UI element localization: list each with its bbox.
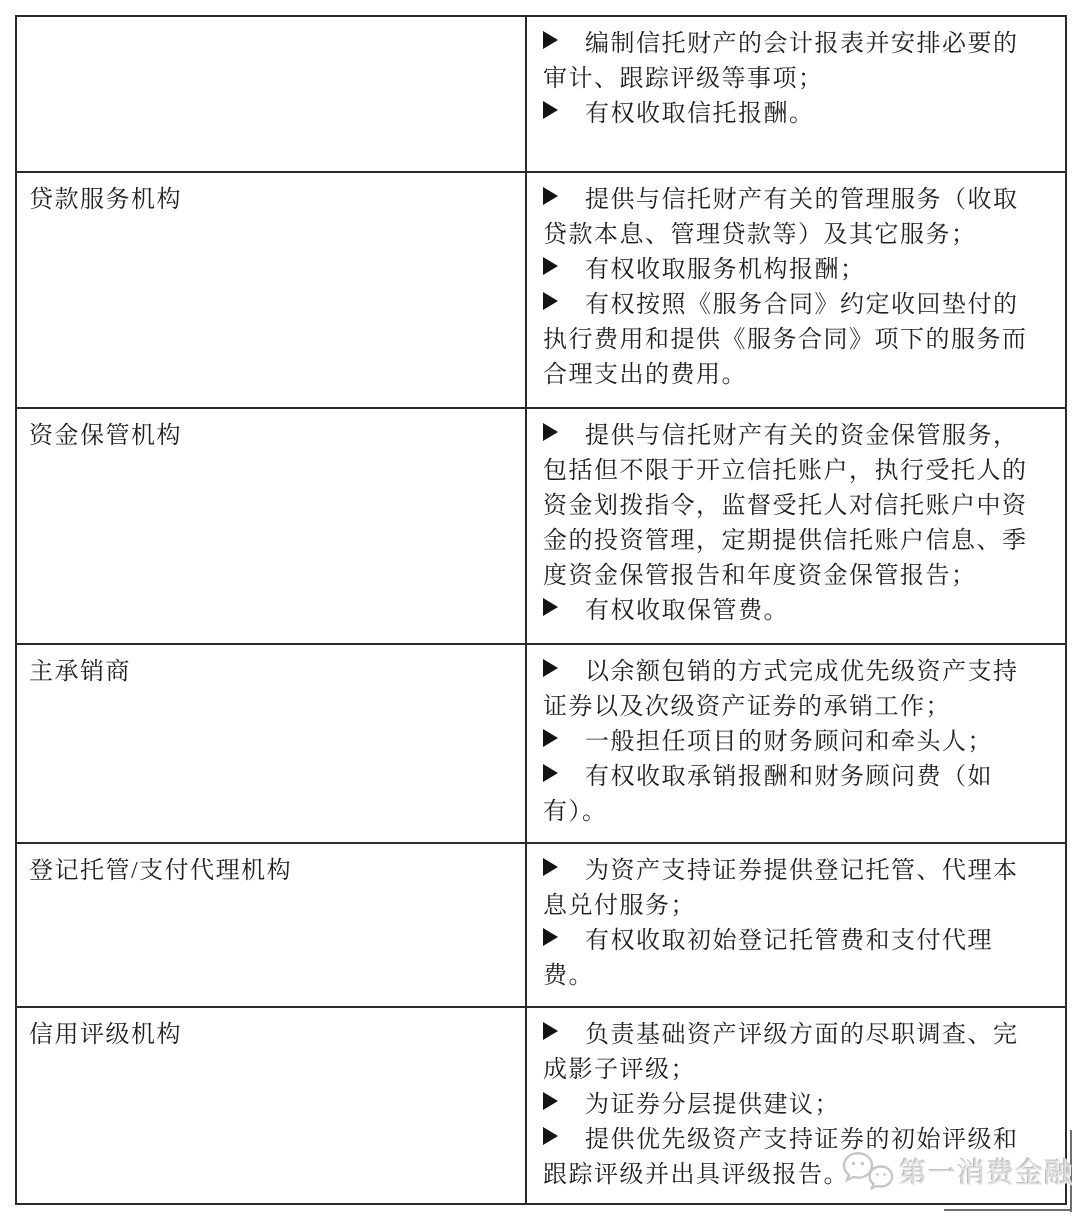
duties-cell	[526, 16, 1066, 172]
arrowhead-right-icon	[543, 1022, 558, 1040]
duty-text: 提供优先级资产支持证券的初始评级和跟踪评级并出具评级报告。	[543, 1127, 1019, 1188]
duty-text: 有权收取信托报酬。	[585, 101, 815, 127]
role-cell	[16, 1007, 526, 1204]
table-body	[16, 16, 1066, 1204]
table-row	[16, 172, 1066, 408]
duty-text: 编制信托财产的会计报表并安排必要的审计、跟踪评级等事项；	[543, 31, 1019, 92]
duties-cell	[526, 408, 1066, 644]
role-cell	[16, 644, 526, 843]
role-text: 资金保管机构	[29, 423, 182, 449]
duty-item	[543, 854, 1041, 924]
arrowhead-right-icon	[543, 423, 558, 441]
table-row	[16, 843, 1066, 1007]
arrowhead-right-icon	[543, 858, 558, 876]
scan-artifact-horizontal-line	[944, 1209, 1072, 1211]
arrowhead-right-icon	[543, 101, 558, 119]
duty-text: 有权收取服务机构报酬；	[585, 257, 866, 283]
arrowhead-right-icon	[543, 257, 558, 275]
duties-cell	[526, 843, 1066, 1007]
role-text: 信用评级机构	[29, 1022, 182, 1048]
duty-text: 为资产支持证券提供登记托管、代理本息兑付服务；	[543, 858, 1019, 919]
duty-item	[543, 288, 1041, 393]
duty-item	[543, 183, 1041, 253]
arrowhead-right-icon	[543, 1127, 558, 1145]
duties-cell	[526, 644, 1066, 843]
role-cell	[16, 172, 526, 408]
duty-item	[543, 760, 1041, 830]
table-row	[16, 16, 1066, 172]
role-text: 主承销商	[29, 659, 131, 685]
role-cell	[16, 16, 526, 172]
arrowhead-right-icon	[543, 187, 558, 205]
role-text: 登记托管/支付代理机构	[29, 858, 293, 884]
duty-text: 负责基础资产评级方面的尽职调查、完成影子评级；	[543, 1022, 1019, 1083]
table-row	[16, 1007, 1066, 1204]
arrowhead-right-icon	[543, 659, 558, 677]
watermark-text: 第一消费金融	[899, 1158, 1074, 1189]
duty-text: 有权收取承销报酬和财务顾问费（如有）。	[543, 764, 993, 825]
duties-cell	[526, 172, 1066, 408]
arrowhead-right-icon	[543, 31, 558, 49]
arrowhead-right-icon	[543, 292, 558, 310]
duty-text: 有权按照《服务合同》约定收回垫付的执行费用和提供《服务合同》项下的服务而合理支出的费用。	[543, 292, 1028, 388]
role-cell	[16, 843, 526, 1007]
duty-item	[543, 27, 1041, 97]
table-row	[16, 644, 1066, 843]
duty-item	[543, 253, 1041, 288]
roles-duties-table	[15, 15, 1067, 1205]
duty-item	[543, 97, 1041, 132]
duty-item	[543, 1123, 1041, 1193]
duty-item	[543, 1088, 1041, 1123]
duty-text: 一般担任项目的财务顾问和牵头人；	[585, 729, 993, 755]
duty-item	[543, 594, 1041, 629]
duty-item	[543, 725, 1041, 760]
role-cell	[16, 408, 526, 644]
duty-text: 有权收取保管费。	[585, 598, 789, 624]
duty-item	[543, 655, 1041, 725]
duty-text: 提供与信托财产有关的管理服务（收取贷款本息、管理贷款等）及其它服务；	[543, 187, 1019, 248]
duty-text: 有权收取初始登记托管费和支付代理费。	[543, 928, 993, 989]
duty-item	[543, 419, 1041, 594]
duty-item	[543, 924, 1041, 994]
arrowhead-right-icon	[543, 764, 558, 782]
arrowhead-right-icon	[543, 598, 558, 616]
duty-text: 提供与信托财产有关的资金保管服务，包括但不限于开立信托账户，执行受托人的资金划拨指令，监督受托人对信托账户中资金的投资管理，定期提供信托账户信息、季度资金保管报告和年度资金保管报告；	[543, 423, 1028, 589]
table-row	[16, 408, 1066, 644]
scan-artifact-vertical-line	[1070, 1130, 1072, 1212]
duty-item	[543, 1018, 1041, 1088]
arrowhead-right-icon	[543, 1092, 558, 1110]
duty-text: 以余额包销的方式完成优先级资产支持证券以及次级资产证券的承销工作；	[543, 659, 1019, 720]
arrowhead-right-icon	[543, 928, 558, 946]
duty-text: 为证券分层提供建议；	[585, 1092, 840, 1118]
role-text: 贷款服务机构	[29, 187, 182, 213]
arrowhead-right-icon	[543, 729, 558, 747]
duties-cell	[526, 1007, 1066, 1204]
